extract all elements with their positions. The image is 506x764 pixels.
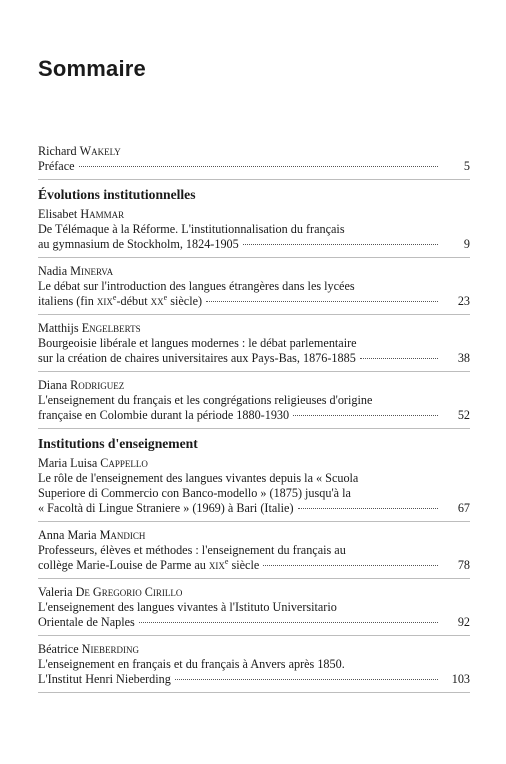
dot-leader: [79, 166, 438, 167]
entry-title-line: Bourgeoisie libérale et langues modernes : le débat parlementaire: [38, 336, 357, 350]
page-number: 67: [457, 501, 470, 515]
section-heading: Évolutions institutionnelles: [38, 187, 196, 202]
dot-leader: [175, 679, 438, 680]
entry-title-line: Professeurs, élèves et méthodes : l'enseignement du français au: [38, 543, 346, 557]
author-first-name: Béatrice: [38, 642, 79, 656]
entry-title-last-line: [38, 558, 470, 573]
author-first-name: Nadia: [38, 264, 68, 278]
author-last-name: Rodriguez: [70, 378, 125, 392]
dot-leader: [360, 358, 438, 359]
author-name: [38, 642, 470, 657]
page-number: 103: [451, 672, 470, 686]
entry-title-text: sur la création de chaires universitaires aux Pays-Bas, 1876-1885: [38, 351, 356, 365]
toc-entry: [38, 528, 470, 579]
section-heading: Institutions d'enseignement: [38, 436, 198, 451]
entry-title-line: Superiore di Commercio con Banco-modello » (1875) jusqu'à la: [38, 486, 351, 500]
author-first-name: Elisabet: [38, 207, 78, 221]
entry-title-text: Orientale de Naples: [38, 615, 135, 629]
dot-leader: [206, 301, 438, 302]
entry-title-last-line: [38, 159, 470, 174]
entry-title-text: collège Marie-Louise de Parme au xix$^e$ siècle: [38, 556, 260, 572]
author-name: [38, 144, 470, 159]
author-name: [38, 264, 470, 279]
author-first-name: Maria Luisa: [38, 456, 98, 470]
author-name: [38, 321, 470, 336]
toc-entry: [38, 456, 470, 522]
toc-entry: [38, 585, 470, 636]
toc-entry: [38, 321, 470, 372]
entry-title-line: L'enseignement des langues vivantes à l'Istituto Universitario: [38, 600, 337, 614]
entry-title-text: L'Institut Henri Nieberding: [38, 672, 171, 686]
author-last-name: Wakely: [79, 144, 121, 158]
author-last-name: De Gregorio Cirillo: [75, 585, 183, 599]
entry-title-line: L'enseignement du français et les congrégations religieuses d'origine: [38, 393, 373, 407]
entry-title-text: Préface: [38, 159, 75, 173]
dot-leader: [139, 622, 438, 623]
entry-title-text: « Facoltà di Lingue Straniere » (1969) à Bari (Italie): [38, 501, 294, 515]
toc-entry: [38, 207, 470, 258]
entry-title-last-line: [38, 672, 470, 687]
entry-title-line: Le débat sur l'introduction des langues étrangères dans les lycées: [38, 279, 355, 293]
author-first-name: Matthijs: [38, 321, 79, 335]
author-name: [38, 585, 470, 600]
dot-leader: [263, 565, 438, 566]
table-of-contents: [38, 144, 470, 699]
author-first-name: Diana: [38, 378, 68, 392]
author-name: [38, 378, 470, 393]
entry-title-last-line: [38, 294, 470, 309]
page-title: Sommaire: [38, 56, 146, 81]
page-number: 5: [463, 159, 470, 173]
entry-title-text: italiens (fin xix$^e$-début $xx^e$ siècle): [38, 292, 203, 308]
author-name: [38, 207, 470, 222]
dot-leader: [293, 415, 438, 416]
author-last-name: Minerva: [70, 264, 114, 278]
author-name: [38, 456, 470, 471]
entry-title-last-line: [38, 501, 470, 516]
author-last-name: Cappello: [100, 456, 148, 470]
page-number: 38: [457, 351, 470, 365]
entry-title-last-line: [38, 237, 470, 252]
entry-title-text: française en Colombie durant la période 1880-1930: [38, 408, 290, 422]
author-last-name: Hammar: [80, 207, 125, 221]
author-name: [38, 528, 470, 543]
entry-title-last-line: [38, 615, 470, 630]
author-first-name: Anna Maria: [38, 528, 97, 542]
entry-title-last-line: [38, 408, 470, 423]
entry-title-text: au gymnasium de Stockholm, 1824-1905: [38, 237, 239, 251]
page-number: 23: [457, 294, 470, 308]
toc-entry: [38, 642, 470, 693]
author-last-name: Nieberding: [81, 642, 139, 656]
author-last-name: Mandich: [99, 528, 146, 542]
entry-title-line: Le rôle de l'enseignement des langues vivantes depuis la « Scuola: [38, 471, 359, 485]
toc-entry: [38, 378, 470, 429]
dot-leader: [243, 244, 438, 245]
page-number: 92: [457, 615, 470, 629]
entry-title-line: L'enseignement en français et du français à Anvers après 1850.: [38, 657, 345, 671]
author-first-name: Valeria: [38, 585, 73, 599]
entry-title-last-line: [38, 351, 470, 366]
dot-leader: [298, 508, 438, 509]
toc-entry: [38, 144, 470, 180]
page-number: 52: [457, 408, 470, 422]
author-first-name: Richard: [38, 144, 77, 158]
toc-entry: [38, 264, 470, 315]
entry-title-line: De Télémaque à la Réforme. L'institutionnalisation du français: [38, 222, 345, 236]
page-number: 78: [457, 558, 470, 572]
author-last-name: Engelberts: [81, 321, 141, 335]
page-number: 9: [463, 237, 470, 251]
